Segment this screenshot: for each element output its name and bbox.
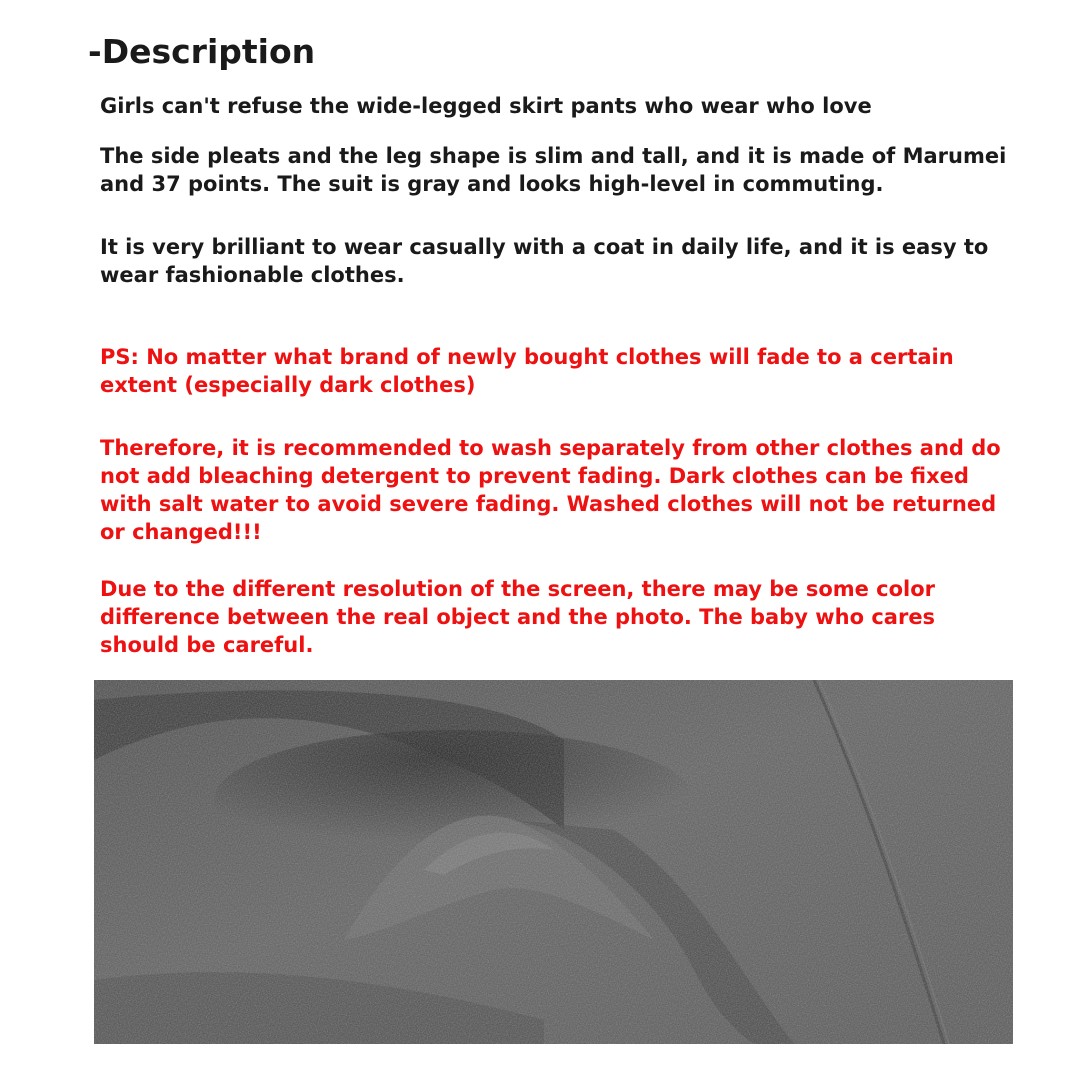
material-description: The side pleats and the leg shape is slim and tall, and it is made of Marumei and 37 points. The suit is gray and looks high-level in commuting. [100, 144, 1007, 196]
color-difference-notice: Due to the different resolution of the screen, there may be some color difference between the real object and the photo. The baby who cares should be careful. [100, 577, 936, 657]
page-title: -Description [88, 32, 316, 71]
fabric-closeup-image [94, 680, 1013, 1044]
styling-description: It is very brilliant to wear casually with a coat in daily life, and it is easy to wear fashionable clothes. [100, 235, 989, 287]
fading-notice: PS: No matter what brand of newly bought clothes will fade to a certain extent (especially dark clothes) [100, 345, 954, 397]
intro-text: Girls can't refuse the wide-legged skirt pants who wear who love [100, 94, 872, 118]
washing-instructions: Therefore, it is recommended to wash separately from other clothes and do not add bleaching detergent to prevent fading. Dark clothes can be fixed with salt water to avoid severe fading. Washed clothes will not be returned or changed!!! [100, 436, 1001, 544]
